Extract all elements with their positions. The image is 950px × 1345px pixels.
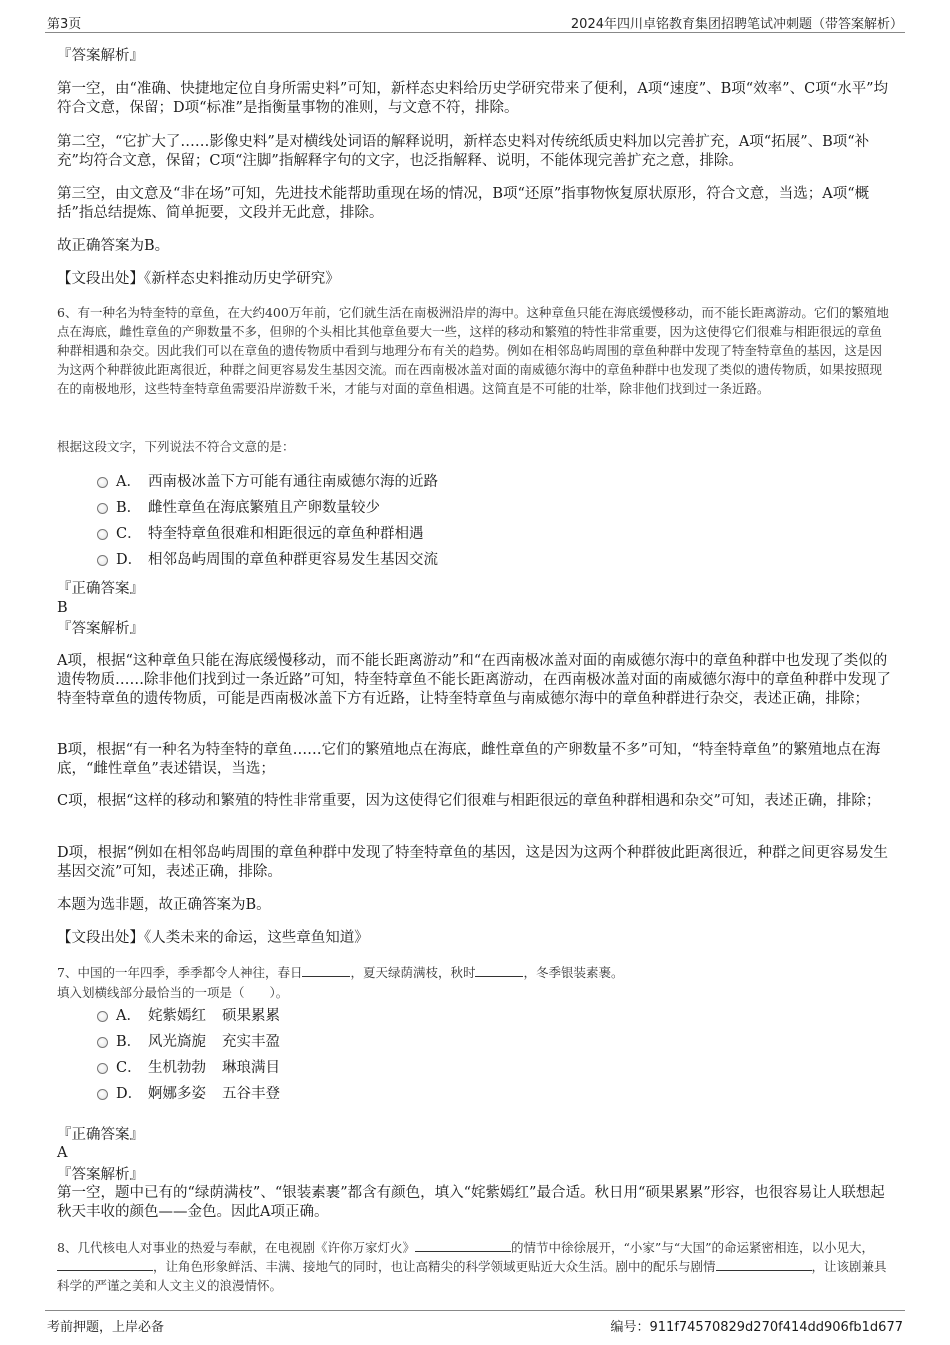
radio-icon[interactable] bbox=[97, 1063, 108, 1074]
q8-stem: 8、几代核电人对事业的热爱与奉献，在电视剧《许你万家灯火》 的情节中徐徐展开，“小家”与“大国”的命运紧密相连，以小见大，，让角色形象鲜活、丰满、接地气的同时，也让高精尖的科学领域更贴近大众生活。剧中的配乐与剧情 ，让该剧兼具科学的严谨之美和人文主义的浪漫情怀。 bbox=[57, 1240, 887, 1293]
q6-analysis-label: 『答案解析』 bbox=[57, 621, 144, 637]
q7-stem: 7、中国的一年四季，季季都令人神往，春日 ，夏天绿荫满枝，秋时 ，冬季银装素裹。 bbox=[57, 965, 624, 980]
q6-option-a[interactable]: A． 西南极冰盖下方可能有通往南威德尔海的近路 bbox=[97, 472, 438, 492]
q5-analysis-label: 『答案解析』 bbox=[57, 48, 144, 64]
page-header bbox=[45, 10, 905, 33]
q7-answer-label: 『正确答案』 bbox=[57, 1127, 144, 1143]
radio-icon[interactable] bbox=[97, 503, 108, 514]
q6-source: 【文段出处】《人类未来的命运，这些章鱼知道》 bbox=[57, 930, 369, 946]
q5-analysis-para3: 第三空，由文意及“非在场”可知，先进技术能帮助重现在场的情况，B项“还原”指事物恢复原状原形，符合文意，当选；A项“概括”指总结提炼、简单扼要，文段并无此意，排除。 bbox=[57, 186, 870, 221]
q7-answer: A bbox=[57, 1145, 68, 1161]
q6-answer: B bbox=[57, 600, 68, 616]
radio-icon[interactable] bbox=[97, 477, 108, 488]
q6-analysis-d: D项，根据“例如在相邻岛屿周围的章鱼种群中发现了特奎特章鱼的基因，这是因为这两个种群彼此距离很近，种群之间更容易发生基因交流”可知，表述正确，排除。 bbox=[57, 845, 889, 880]
q5-analysis-para2: 第二空，“它扩大了……影像史料”是对横线处词语的解释说明，新样态史料对传统纸质史料加以完善扩充，A项“拓展”、B项“补充”均符合文意，保留；C项“注脚”指解释字句的文字，也泛指解释、说明，不能体现完善扩充之意，排除。 bbox=[57, 134, 870, 169]
q7-option-a[interactable]: A． 姹紫嫣红 硕果累累 bbox=[97, 1006, 280, 1026]
q7-option-d[interactable]: D． 婀娜多姿 五谷丰登 bbox=[97, 1084, 280, 1104]
page-number: 第3页 bbox=[47, 17, 82, 32]
q6-analysis-c: C项，根据“这样的移动和繁殖的特性非常重要，因为这使得它们很难与相距很远的章鱼种群相遇和杂交”可知，表述正确，排除； bbox=[57, 793, 881, 809]
radio-icon[interactable] bbox=[97, 1089, 108, 1100]
radio-icon[interactable] bbox=[97, 529, 108, 540]
q7-question: 填入划横线部分最恰当的一项是（ ）。 bbox=[57, 985, 289, 1000]
footer-slogan: 考前押题，上岸必备 bbox=[47, 1320, 165, 1335]
q7-analysis-label: 『答案解析』 bbox=[57, 1167, 144, 1183]
q6-option-b[interactable]: B． 雌性章鱼在海底繁殖且产卵数量较少 bbox=[97, 498, 380, 518]
q8-blank-1 bbox=[415, 1239, 511, 1252]
document-id: 编号：911f74570829d270f414dd906fb1d677 bbox=[610, 1320, 903, 1335]
page-footer bbox=[45, 1310, 905, 1336]
q6-option-c[interactable]: C． 特奎特章鱼很难和相距很远的章鱼种群相遇 bbox=[97, 524, 424, 544]
q5-analysis-para1: 第一空，由“准确、快捷地定位自身所需史料”可知，新样态史料给历史学研究带来了便利，A项“速度”、B项“效率”、C项“水平”均符合文意，保留；D项“标准”是指衡量事物的准则，与文意不符，排除。 bbox=[57, 81, 889, 116]
q6-conclusion: 本题为选非题，故正确答案为B。 bbox=[57, 897, 271, 913]
q6-passage: 6、有一种名为特奎特的章鱼，在大约400万年前，它们就生活在南极洲沿岸的海中。这种章鱼只能在海底缓慢移动，而不能长距离游动。它们的繁殖地点在海底，雌性章鱼的产卵数量不多，但卵的个头相比其他章鱼要大一些，这样的移动和繁殖的特性非常重要，因为这使得它们很难与相距很远的章鱼种群相遇和杂交。因此我们可以在章鱼的遗传物质中看到与地理分布有关的趋势。例如在相邻岛屿周围的章鱼种群中发现了特奎特章鱼的基因，这是因为这两个种群彼此距离很近，种群之间更容易发生基因交流。而在西南极冰盖对面的南威德尔海中的章鱼种群中也发现了类似的遗传物质，如果按照现在的南极地形，这些特奎特章鱼需要沿岸游数千米，才能与对面的章鱼相遇。这简直是不可能的壮举，除非他们找到过一条近路。 bbox=[57, 305, 889, 396]
q7-option-b[interactable]: B． 风光旖旎 充实丰盈 bbox=[97, 1032, 280, 1052]
document-title: 2024年四川卓铭教育集团招聘笔试冲刺题（带答案解析） bbox=[570, 17, 903, 32]
radio-icon[interactable] bbox=[97, 1011, 108, 1022]
q6-question: 根据这段文字，下列说法不符合文意的是： bbox=[57, 439, 295, 454]
radio-icon[interactable] bbox=[97, 1037, 108, 1048]
q8-blank-3 bbox=[716, 1258, 812, 1271]
q6-answer-label: 『正确答案』 bbox=[57, 581, 144, 597]
q6-analysis-a: A项，根据“这种章鱼只能在海底缓慢移动，而不能长距离游动”和“在西南极冰盖对面的南威德尔海中的章鱼种群中也发现了类似的遗传物质……除非他们找到过一条近路”可知，特奎特章鱼不能长距离游动，在西南极冰盖对面的南威德尔海中的章鱼种群中发现了特奎特章鱼的遗传物质，可能是西南极冰盖下方有近路，让特奎特章鱼与南威德尔海中的章鱼种群进行杂交，表述正确，排除； bbox=[57, 653, 891, 707]
q5-source: 【文段出处】《新样态史料推动历史学研究》 bbox=[57, 271, 340, 287]
q8-blank-2 bbox=[57, 1258, 153, 1271]
q6-analysis-b: B项，根据“有一种名为特奎特的章鱼……它们的繁殖地点在海底，雌性章鱼的产卵数量不多”可知，“特奎特章鱼”的繁殖地点在海底，“雌性章鱼”表述错误，当选； bbox=[57, 742, 881, 777]
q7-blank-2 bbox=[475, 964, 523, 977]
q7-analysis: 第一空，题中已有的“绿荫满枝”、“银装素裹”都含有颜色，填入“姹紫嫣红”最合适。秋日用“硕果累累”形容，也很容易让人联想起秋天丰收的颜色——金色。因此A项正确。 bbox=[57, 1185, 885, 1220]
q7-option-c[interactable]: C． 生机勃勃 琳琅满目 bbox=[97, 1058, 280, 1078]
radio-icon[interactable] bbox=[97, 555, 108, 566]
q7-blank-1 bbox=[302, 964, 350, 977]
q6-option-d[interactable]: D． 相邻岛屿周围的章鱼种群更容易发生基因交流 bbox=[97, 550, 438, 570]
q5-conclusion: 故正确答案为B。 bbox=[57, 238, 170, 254]
